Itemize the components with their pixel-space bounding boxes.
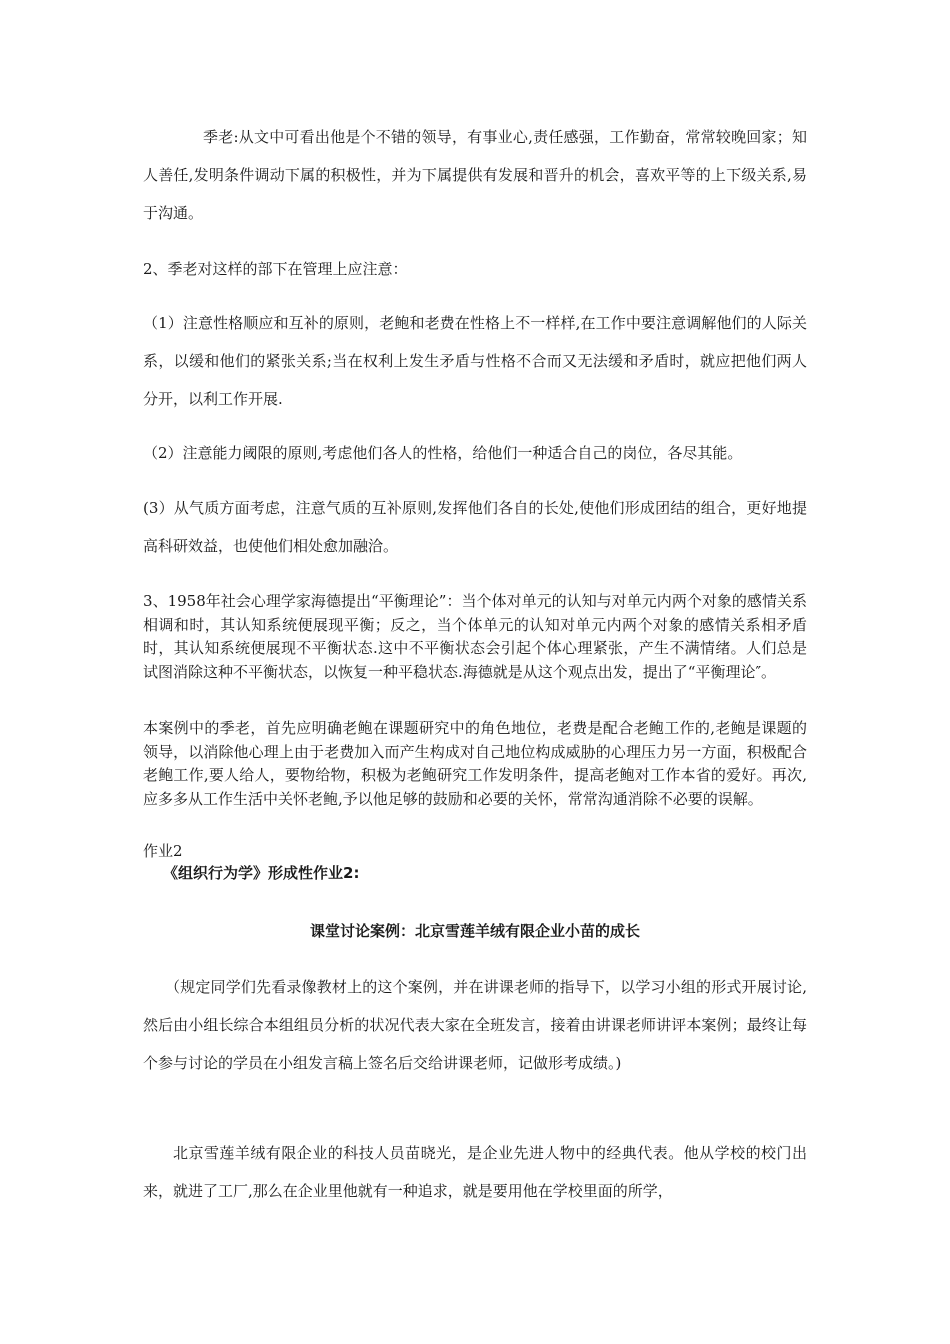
heading-point-2: 2、季老对这样的部下在管理上应注意：	[143, 260, 408, 278]
paragraph-story: 北京雪莲羊绒有限企业的科技人员苗晓光，是企业先进人物中的经典代表。他从学校的校门出来，就进了工厂,那么在企业里他就有一种追求，就是要用他在学校里面的所学，	[143, 1144, 807, 1200]
list-item-3: (3）从气质方面考虑，注意气质的互补原则,发挥他们各自的长处,使他们形成团结的组合，更好地提高科研效益，也使他们相处愈加融洽。	[143, 499, 807, 555]
case-title: 课堂讨论案例：北京雪莲羊绒有限企业小苗的成长	[309, 922, 640, 940]
homework-2-label: 作业2	[143, 842, 183, 860]
homework-2-subtitle: 《组织行为学》形成性作业2:	[163, 864, 360, 882]
paragraph-instructions: （规定同学们先看录像教材上的这个案例，并在讲课老师的指导下，以学习小组的形式开展讨论,然后由小组长综合本组组员分析的状况代表大家在全班发言，接着由讲课老师讲评本案例；最终让每个参与讨论的学员在小组发言稿上签名后交给讲课老师，记做形考成绩。)	[143, 978, 807, 1072]
paragraph-ji-lao: 季老:从文中可看出他是个不错的领导，有事业心,责任感强，工作勤奋，常常较晚回家；知人善任,发明条件调动下属的积极性，并为下属提供有发展和晋升的机会，喜欢平等的上下级关系,易于沟通。	[143, 128, 807, 222]
paragraph-point-3: 3、1958年社会心理学家海德提出“平衡理论”：当个体对单元的认知与对单元内两个对象的感情关系相调和时，其认知系统便展现平衡；反之，当个体单元的认知对单元内两个对象的感情关系相矛盾时，其认知系统便展现不平衡状态.这中不平衡状态会引起个体心理紧张，产生不满情绪。人们总是试图消除这种不平衡状态，以恢复一种平稳状态.海德就是从这个观点出发，提出了“平衡理论″。	[143, 592, 807, 681]
list-item-1: （1）注意性格顺应和互补的原则，老鲍和老费在性格上不一样样,在工作中要注意调解他们的人际关系，以缓和他们的紧张关系;当在权利上发生矛盾与性格不合而又无法缓和矛盾时，就应把他们两人分开，以利工作开展.	[143, 314, 807, 408]
paragraph-case-analysis: 本案例中的季老，首先应明确老鲍在课题研究中的角色地位，老费是配合老鲍工作的,老鲍是课题的领导，以消除他心理上由于老费加入而产生构成对自己地位构成威胁的心理压力另一方面，积极配合老鲍工作,要人给人，要物给物，积极为老鲍研究工作发明条件，提高老鲍对工作本省的爱好。再次,应多多从工作生活中关怀老鲍,予以他足够的鼓励和必要的关怀，常常沟通消除不必要的误解。	[143, 719, 807, 808]
list-item-2: （2）注意能力阈限的原则,考虑他们各人的性格，给他们一种适合自己的岗位，各尽其能。	[143, 444, 743, 462]
